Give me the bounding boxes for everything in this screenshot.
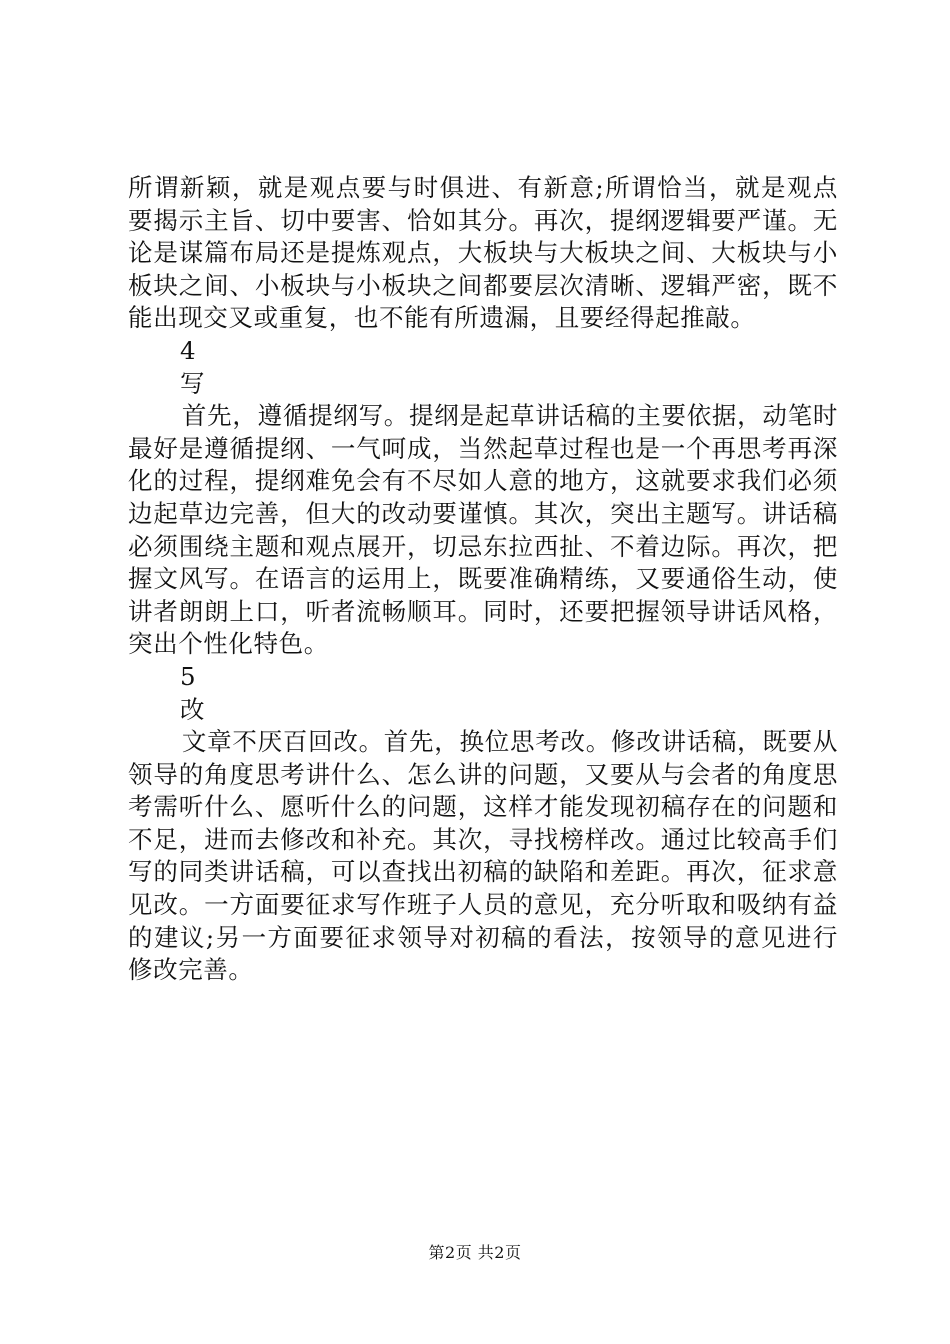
page-footer	[0, 1243, 950, 1263]
section-title-revise: 改	[180, 694, 206, 724]
section-number-5: 5	[180, 661, 197, 691]
body-paragraph-2: 首先，遵循提纲写。提纲是起草讲话稿的主要依据，动笔时最好是遵循提纲、一气呵成，当然起草过程也是一个再思考再深化的过程，提纲难免会有不尽如人意的地方，这就要求我们必须边起草边完善，但大的改动要谨慎。其次，突出主题写。讲话稿必须围绕主题和观点展开，切忌东拉西扯、不着边际。再次，把握文风写。在语言的运用上，既要准确精练，又要通俗生动，使讲者朗朗上口，听者流畅顺耳。同时，还要把握领导讲话风格，突出个性化特色。	[128, 401, 838, 659]
body-paragraph-1: 所谓新颖，就是观点要与时俱进、有新意;所谓恰当，就是观点要揭示主旨、切中要害、恰如其分。再次，提纲逻辑要严谨。无论是谋篇布局还是提炼观点，大板块与大板块之间、大板块与小板块之间、小板块与小板块之间都要层次清晰、逻辑严密，既不能出现交叉或重复，也不能有所遗漏，且要经得起推敲。	[128, 173, 838, 333]
body-paragraph-3: 文章不厌百回改。首先，换位思考改。修改讲话稿，既要从领导的角度思考讲什么、怎么讲的问题，又要从与会者的角度思考需听什么、愿听什么的问题，这样才能发现初稿存在的问题和不足，进而去修改和补充。其次，寻找榜样改。通过比较高手们写的同类讲话稿，可以查找出初稿的缺陷和差距。再次，征求意见改。一方面要征求写作班子人员的意见，充分听取和吸纳有益的建议;另一方面要征求领导对初稿的看法，按领导的意见进行修改完善。	[128, 727, 838, 985]
section-number-4: 4	[180, 335, 197, 365]
document-body	[128, 172, 838, 987]
page-number-label: 第2页 共2页	[428, 1243, 522, 1262]
section-title-write: 写	[180, 368, 206, 398]
